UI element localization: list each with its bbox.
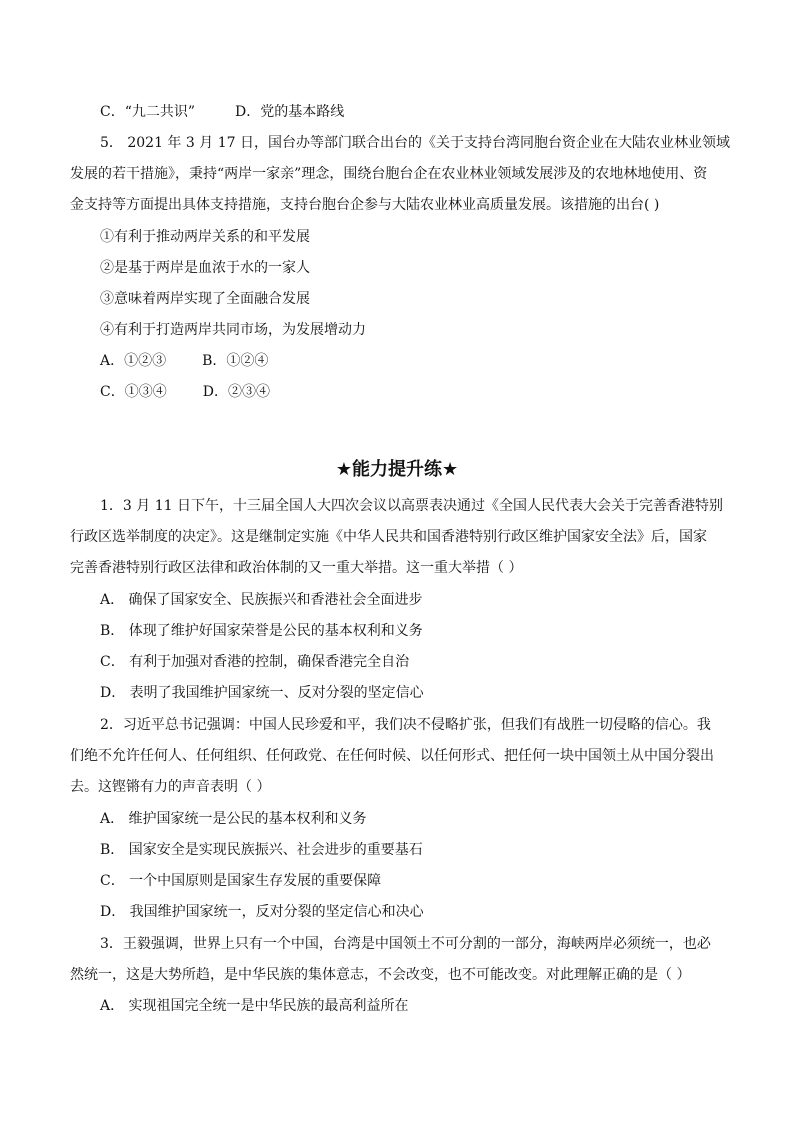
option-c: C．“九二共识”: [100, 104, 196, 120]
q2-option-d: D． 我国维护国家统一，反对分裂的坚定信心和决心: [100, 904, 424, 920]
q2-option-c: C． 一个中国原则是国家生存发展的重要保障: [100, 873, 382, 889]
q1-stem-line-1: 1．3 月 11 日下午，十三届全国人大四次会议以高票表决通过《全国人民代表大会关于完善香港特别: [100, 498, 723, 514]
q5-stem-line-3: 金支持等方面提出具体支持措施，支持台胞台企参与大陆农业林业高质量发展。该措施的出台( ): [70, 197, 660, 213]
q2-option-a: A． 维护国家统一是公民的基本权利和义务: [100, 811, 367, 827]
q5-stem-line-1: 5． 2021 年 3 月 17 日，国台办等部门联合出台的《关于支持台湾同胞台资企业在大陆农业林业领域: [100, 135, 730, 151]
option-d: D．党的基本路线: [235, 104, 345, 120]
q1-stem-line-2: 行政区选举制度的决定》。这是继制定实施《中华人民共和国香港特别行政区维护国家安全法》后，国家: [70, 529, 707, 545]
section-title: ★能力提升练★: [335, 459, 459, 480]
q1-stem-line-3: 完善香港特别行政区法律和政治体制的又一重大举措。这一重大举措（ ）: [70, 560, 523, 576]
prev-options-cd: [100, 102, 344, 122]
q1-option-c: C． 有利于加强对香港的控制，确保香港完全自治: [100, 654, 410, 670]
q5-statement-1: ①有利于推动两岸关系的和平发展: [100, 229, 310, 245]
q5-option-c: C．①③④: [100, 384, 167, 400]
q1-option-b: B． 体现了维护好国家荣誉是公民的基本权利和义务: [100, 623, 423, 639]
q5-options-cd: [100, 382, 270, 402]
q2-stem-line-3: 去。这铿锵有力的声音表明（ ）: [70, 779, 271, 795]
q5-options-ab: [100, 351, 268, 371]
q3-option-a: A． 实现祖国完全统一是中华民族的最高利益所在: [100, 998, 409, 1014]
q5-statement-3: ③意味着两岸实现了全面融合发展: [100, 291, 310, 307]
q5-statement-2: ②是基于两岸是血浓于水的一家人: [100, 260, 310, 276]
q5-option-b: B．①②④: [202, 353, 269, 369]
q5-statement-4: ④有利于打造两岸共同市场，为发展增动力: [100, 322, 366, 338]
q2-stem-line-1: 2．习近平总书记强调：中国人民珍爱和平，我们决不侵略扩张，但我们有战胜一切侵略的信心。我: [100, 717, 711, 733]
q3-stem-line-1: 3．王毅强调，世界上只有一个中国，台湾是中国领土不可分割的一部分，海峡两岸必须统一，也必: [100, 936, 711, 952]
q2-option-b: B． 国家安全是实现民族振兴、社会进步的重要基石: [100, 842, 423, 858]
q5-option-a: A．①②③: [100, 353, 167, 369]
q3-stem-line-2: 然统一，这是大势所趋，是中华民族的集体意志，不会改变，也不可能改变。对此理解正确的是（ ）: [70, 967, 691, 983]
q5-stem-line-2: 发展的若干措施》，秉持“两岸一家亲”理念，围绕台胞台企在农业林业领域发展涉及的农地林地使用、资: [70, 166, 708, 182]
q5-option-d: D．②③④: [202, 384, 270, 400]
q1-option-a: A． 确保了国家安全、民族振兴和香港社会全面进步: [100, 592, 423, 608]
q1-option-d: D． 表明了我国维护国家统一、反对分裂的坚定信心: [100, 685, 424, 701]
q2-stem-line-2: 们绝不允许任何人、任何组织、任何政党、在任何时候、以任何形式、把任何一块中国领土从中国分裂出: [70, 748, 714, 764]
